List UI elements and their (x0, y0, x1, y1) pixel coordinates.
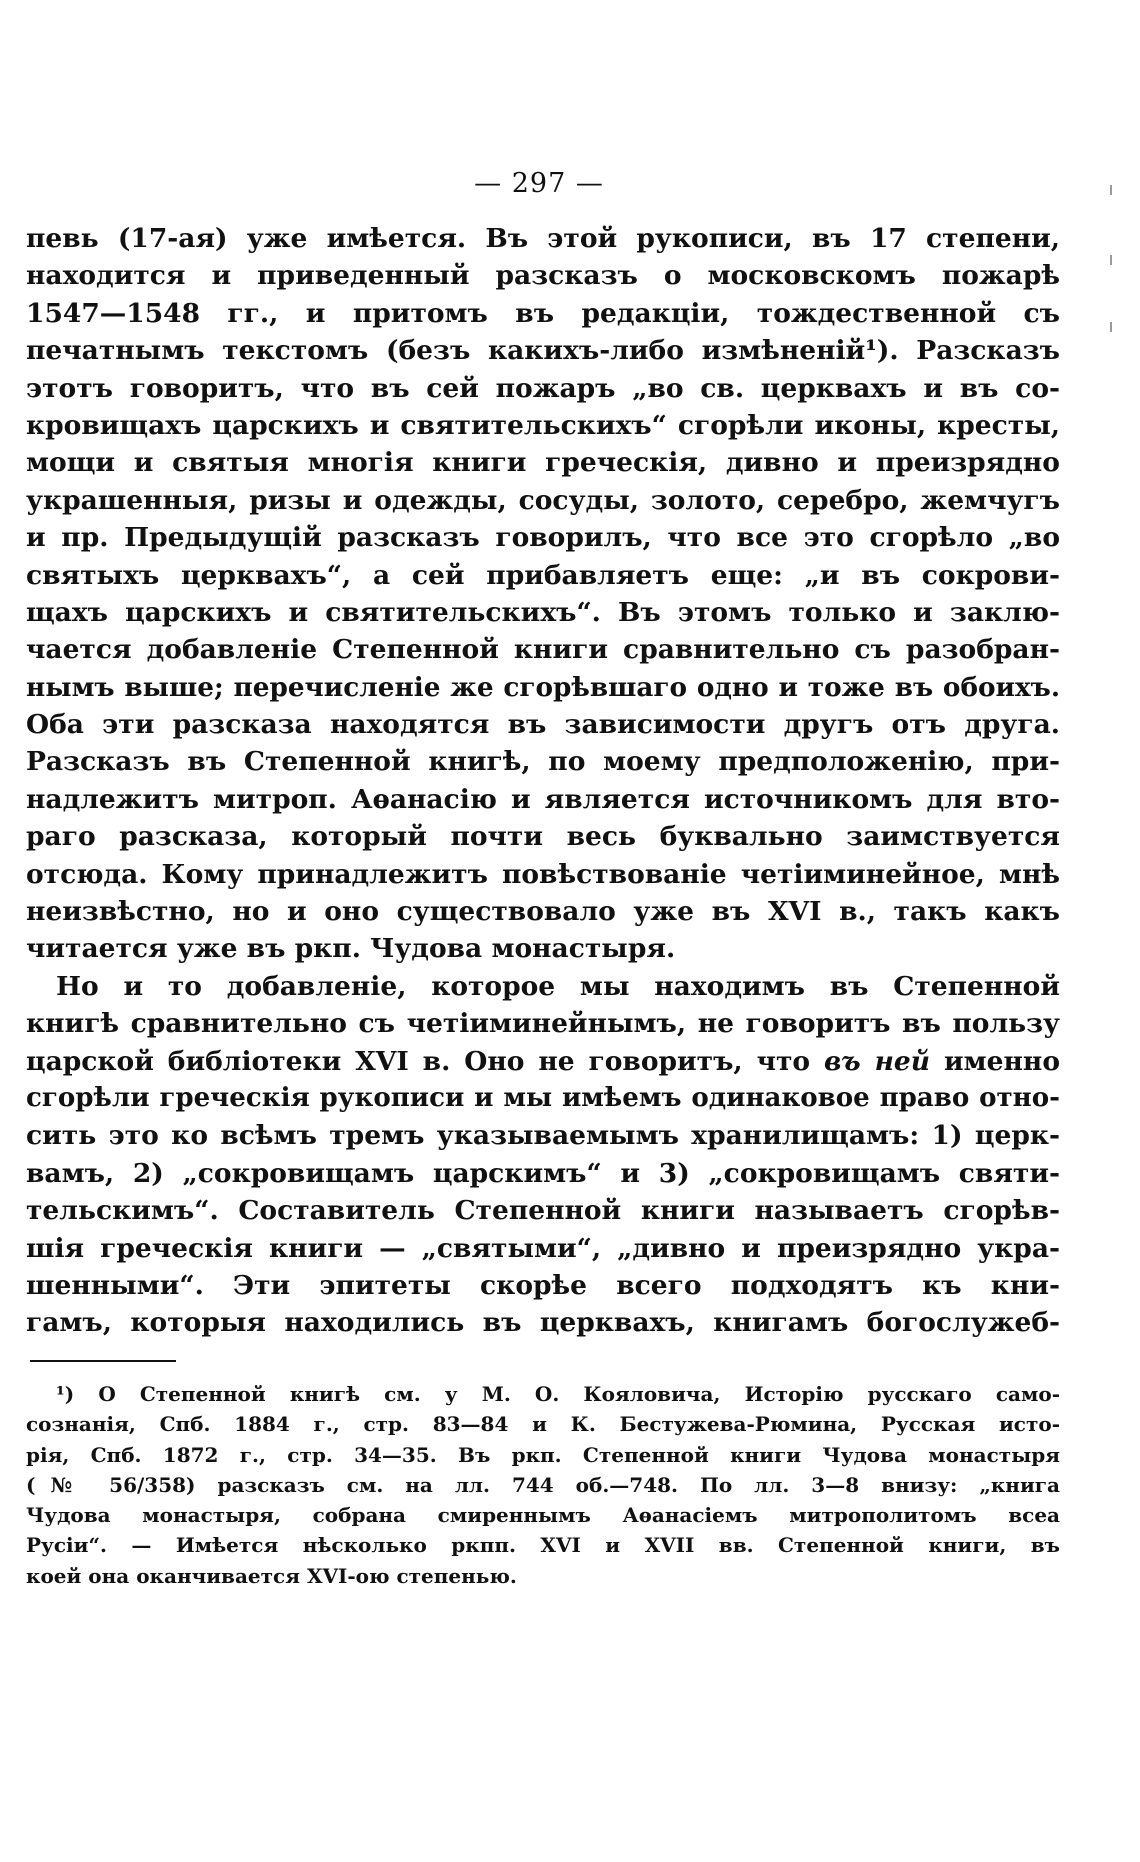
scan-mark (1110, 185, 1112, 195)
text-line: раго разсказа, который почти весь буквально заимствуется (26, 821, 1060, 853)
text-line (26, 1043, 1060, 1080)
text-line: читается уже въ ркп. Чудова монастыря. (26, 933, 676, 965)
text-line: сить это ко всѣмъ тремъ указываемымъ хранилищамъ: 1) церк- (26, 1120, 1060, 1152)
text-line: гамъ, которыя находились въ церквахъ, книгамъ богослужеб- (26, 1307, 1060, 1339)
main-text (26, 220, 1060, 1342)
text-line: книгѣ сравнительно съ четіиминейнымъ, не говоритъ въ пользу (26, 1008, 1060, 1040)
text-line: щахъ царскихъ и святительскихъ“. Въ этомъ только и заклю- (26, 596, 1060, 628)
footnotes (26, 1379, 1060, 1591)
text-line: чается добавленіе Степенной книги сравнительно съ разобран- (26, 634, 1060, 666)
text-line: тельскимъ“. Составитель Степенной книги называетъ сгорѣв- (26, 1195, 1060, 1227)
text-line: этотъ говоритъ, что въ сей пожаръ „во св. церквахъ и въ со- (26, 372, 1060, 404)
text-line: находится и приведенный разсказъ о московскомъ пожарѣ (26, 260, 1060, 292)
text-line: нымъ выше; перечисленіе же сгорѣвшаго одно и тоже въ обоихъ. (26, 671, 1060, 703)
text-line: Оба эти разсказа находятся въ зависимости другъ отъ друга. (26, 709, 1060, 741)
text-line: неизвѣстно, но и оно существовало уже въ XVI в., такъ какъ (26, 896, 1060, 928)
text-line: Но и то добавленіе, которое мы находимъ въ Степенной (56, 970, 1060, 1002)
text-line: святыхъ церквахъ“, а сей прибавляетъ еще: „и въ сокрови- (26, 559, 1060, 591)
text-line: шенными“. Эти эпитеты скорѣе всего подходятъ къ кни- (26, 1269, 1060, 1301)
text-line: отсюда. Кому принадлежитъ повѣствованіе четіиминейное, мнѣ (26, 858, 1060, 890)
text-segment: царской библіотеки XVI в. Оно не говоритъ, что (26, 1045, 811, 1077)
footnote-line: Русіи“. — Имѣется нѣсколько ркпп. XVI и XVII вв. Степенной книги, въ (26, 1533, 1060, 1558)
footnote-divider (30, 1360, 176, 1362)
scan-mark (1110, 322, 1112, 332)
text-line: украшенныя, ризы и одежды, сосуды, золото, серебро, жемчугъ (26, 484, 1060, 516)
text-line: шія греческія книги — „святыми“, „дивно и преизрядно укра- (26, 1232, 1060, 1264)
text-line: Разсказъ въ Степенной книгѣ, по моему предположенію, при- (26, 746, 1060, 778)
footnote-line: сознанія, Спб. 1884 г., стр. 83—84 и К. Бестужева-Рюмина, Русская исто- (26, 1412, 1060, 1437)
scan-mark (1110, 255, 1112, 265)
text-line: надлежитъ митроп. Аѳанасію и является источникомъ для вто- (26, 783, 1060, 815)
footnote-line: Чудова монастыря, собрана смиреннымъ Аѳанасіемъ митрополитомъ всеа (26, 1503, 1060, 1528)
footnote-line: коей она оканчивается XVI-ою степенью. (26, 1563, 517, 1588)
text-line: и пр. Предыдущій разсказъ говорилъ, что все это сгорѣло „во (26, 522, 1060, 554)
text-line: 1547—1548 гг., и притомъ въ редакціи, тождественной съ (26, 297, 1060, 329)
page-number: — 297 — (474, 168, 604, 199)
italic-phrase: въ ней (824, 1045, 931, 1077)
text-line: мощи и святыя многія книги греческія, дивно и преизрядно (26, 447, 1060, 479)
text-line: сгорѣли греческія рукописи и мы имѣемъ одинаковое право отно- (26, 1082, 1060, 1113)
footnote-line: рія, Спб. 1872 г., стр. 34—35. Въ ркп. Степенной книги Чудова монастыря (26, 1442, 1060, 1467)
footnote-line: ¹) О Степенной книгѣ см. у М. О. Кояловича, Исторію русскаго само- (56, 1382, 1060, 1406)
footnote-line: (№ 56/358) разсказъ см. на лл. 744 об.—748. По лл. 3—8 внизу: „книга (26, 1472, 1060, 1497)
text-line: кровищахъ царскихъ и святительскихъ“ сгорѣли иконы, кресты, (26, 409, 1060, 441)
text-line: вамъ, 2) „сокровищамъ царскимъ“ и 3) „сокровищамъ святи- (26, 1157, 1060, 1189)
text-line: певь (17-ая) уже имѣется. Въ этой рукописи, въ 17 степени, (26, 223, 1060, 254)
text-segment: именно (944, 1045, 1061, 1077)
text-line: печатнымъ текстомъ (безъ какихъ-либо измѣненій¹). Разсказъ (26, 335, 1060, 367)
